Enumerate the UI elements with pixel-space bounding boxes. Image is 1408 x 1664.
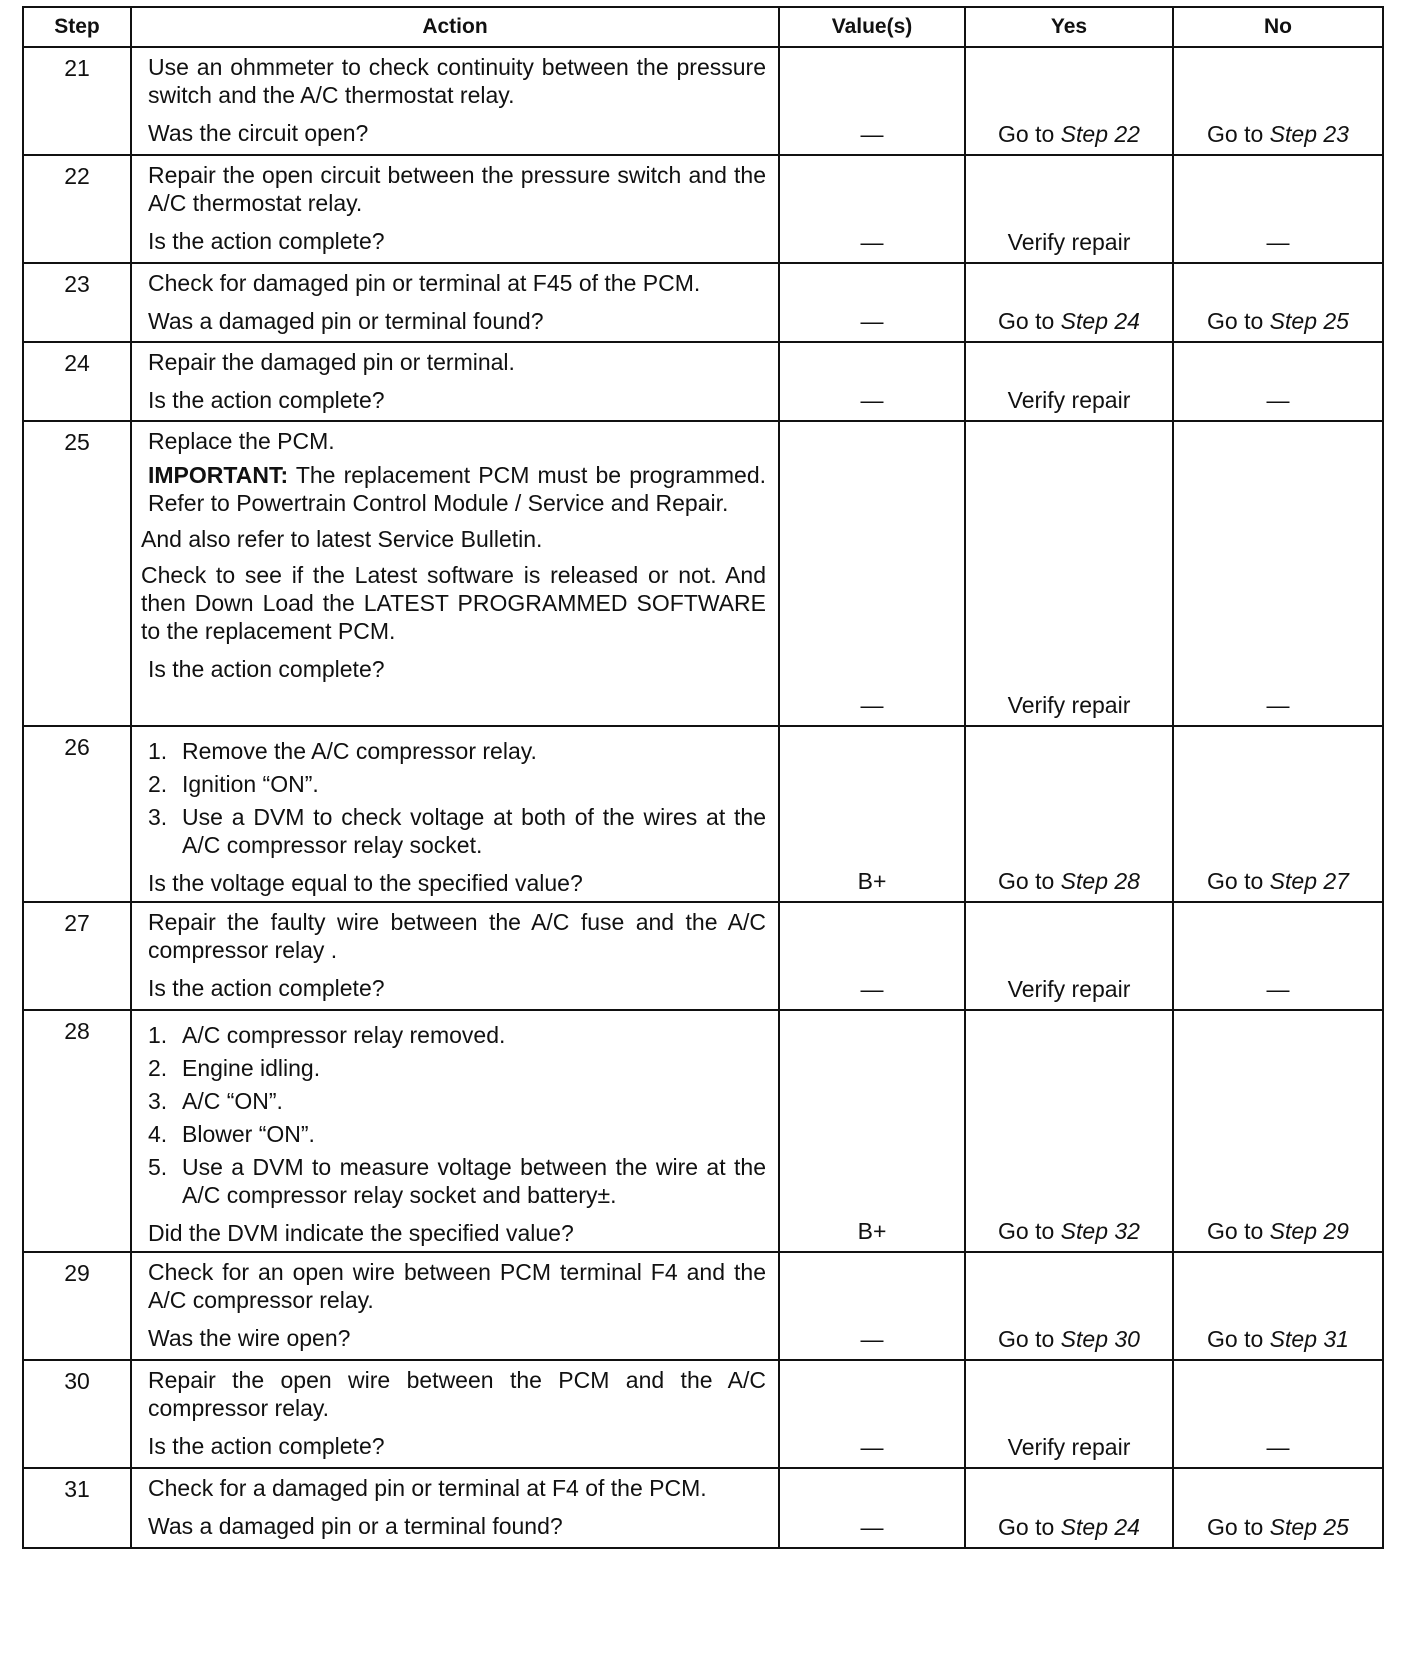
step-number: 24 [23, 342, 131, 421]
diagnostic-table [22, 6, 1384, 1549]
no-cell: — [1173, 342, 1383, 421]
action-question: Is the action complete? [148, 975, 385, 1001]
value-cell: — [779, 47, 965, 155]
yes-step-ref: Step 28 [1060, 868, 1140, 894]
list-item [148, 803, 766, 859]
table-row [23, 155, 1383, 263]
no-prefix: Go to [1207, 1218, 1270, 1244]
action-text: Check for damaged pin or terminal at F45 of the PCM. [148, 270, 701, 296]
important-label: IMPORTANT: [148, 462, 289, 488]
list-item [148, 1087, 766, 1115]
software-note: Check to see if the Latest software is released or not. And then Down Load the LATEST PROGRAMMED SOFTWARE to the replacement PCM. [141, 562, 766, 644]
action-text: Use an ohmmeter to check continuity between the pressure switch and the A/C thermostat relay. [148, 54, 766, 108]
action-cell [131, 47, 779, 155]
item-number: 3. [148, 804, 168, 830]
list-item [148, 1153, 766, 1209]
action-question: Was a damaged pin or terminal found? [148, 308, 544, 334]
action-cell [131, 1360, 779, 1468]
step-number: 28 [23, 1010, 131, 1252]
header-no: No [1173, 7, 1383, 47]
list-item [148, 770, 766, 798]
step-number: 23 [23, 263, 131, 342]
value-cell: — [779, 1252, 965, 1360]
step-number: 30 [23, 1360, 131, 1468]
value-cell: — [779, 342, 965, 421]
action-cell [131, 1010, 779, 1252]
step-number: 25 [23, 421, 131, 726]
no-prefix: Go to [1207, 121, 1270, 147]
header-action: Action [131, 7, 779, 47]
value-cell: B+ [779, 726, 965, 902]
item-text: Use a DVM to check voltage at both of the wires at the A/C compressor relay socket. [182, 804, 766, 858]
table-row [23, 726, 1383, 902]
step-number: 29 [23, 1252, 131, 1360]
yes-step-ref: Step 30 [1060, 1326, 1140, 1352]
yes-prefix: Go to [998, 1514, 1061, 1540]
yes-cell: Verify repair [965, 421, 1173, 726]
action-cell [131, 263, 779, 342]
important-text: The replacement PCM must be programmed. Refer to Powertrain Control Module / Service and Repair. [148, 462, 766, 516]
list-item [148, 1021, 766, 1049]
action-cell [131, 726, 779, 902]
value-cell: B+ [779, 1010, 965, 1252]
yes-step-ref: Step 22 [1060, 121, 1140, 147]
yes-prefix: Go to [998, 308, 1061, 334]
action-cell [131, 1252, 779, 1360]
table-row [23, 1010, 1383, 1252]
item-number: 2. [148, 771, 168, 797]
value-cell: — [779, 1468, 965, 1548]
action-cell [131, 1468, 779, 1548]
step-number: 21 [23, 47, 131, 155]
no-cell: — [1173, 155, 1383, 263]
item-number: 1. [148, 1022, 168, 1048]
action-steps-list [148, 1021, 766, 1209]
action-text: Check for an open wire between PCM terminal F4 and the A/C compressor relay. [148, 1259, 766, 1313]
header-yes: Yes [965, 7, 1173, 47]
table-row [23, 902, 1383, 1010]
no-cell: — [1173, 1360, 1383, 1468]
item-number: 2. [148, 1055, 168, 1081]
no-step-ref: Step 31 [1269, 1326, 1349, 1352]
item-text: Engine idling. [182, 1055, 321, 1081]
yes-cell: Verify repair [965, 902, 1173, 1010]
table-row [23, 263, 1383, 342]
table-row [23, 421, 1383, 726]
yes-prefix: Go to [998, 868, 1061, 894]
action-text: Repair the damaged pin or terminal. [148, 349, 515, 375]
no-cell [1173, 726, 1383, 902]
item-text: Remove the A/C compressor relay. [182, 738, 537, 764]
no-step-ref: Step 25 [1269, 308, 1349, 334]
no-cell [1173, 1010, 1383, 1252]
yes-prefix: Go to [998, 1218, 1061, 1244]
header-values: Value(s) [779, 7, 965, 47]
yes-cell [965, 1252, 1173, 1360]
yes-cell [965, 263, 1173, 342]
action-question: Is the voltage equal to the specified value? [148, 870, 583, 896]
action-cell [131, 421, 779, 726]
yes-cell [965, 1010, 1173, 1252]
table-row [23, 47, 1383, 155]
yes-prefix: Go to [998, 121, 1061, 147]
header-step: Step [23, 7, 131, 47]
action-text: Repair the faulty wire between the A/C fuse and the A/C compressor relay . [148, 909, 766, 963]
header-row [23, 7, 1383, 47]
yes-cell [965, 1468, 1173, 1548]
item-number: 3. [148, 1088, 168, 1114]
no-step-ref: Step 29 [1269, 1218, 1349, 1244]
action-text: Check for a damaged pin or terminal at F4 of the PCM. [148, 1475, 707, 1501]
no-cell [1173, 263, 1383, 342]
action-cell [131, 342, 779, 421]
action-question: Is the action complete? [148, 1433, 385, 1459]
no-step-ref: Step 27 [1269, 868, 1349, 894]
item-number: 5. [148, 1154, 168, 1180]
step-number: 26 [23, 726, 131, 902]
no-prefix: Go to [1207, 308, 1270, 334]
action-text: Repair the open wire between the PCM and the A/C compressor relay. [148, 1367, 766, 1421]
table-row [23, 1468, 1383, 1548]
yes-step-ref: Step 24 [1060, 1514, 1140, 1540]
no-step-ref: Step 23 [1269, 121, 1349, 147]
action-question: Is the action complete? [148, 228, 385, 254]
table-row [23, 1360, 1383, 1468]
item-text: Blower “ON”. [182, 1121, 315, 1147]
item-text: A/C compressor relay removed. [182, 1022, 506, 1048]
action-question: Was a damaged pin or a terminal found? [148, 1513, 563, 1539]
yes-cell [965, 47, 1173, 155]
action-question: Did the DVM indicate the specified value? [148, 1220, 574, 1246]
yes-cell: Verify repair [965, 155, 1173, 263]
no-prefix: Go to [1207, 868, 1270, 894]
bulletin-note: And also refer to latest Service Bulletin. [141, 526, 543, 552]
table-row [23, 342, 1383, 421]
action-question: Was the wire open? [148, 1325, 351, 1351]
no-step-ref: Step 25 [1269, 1514, 1349, 1540]
diagnostic-table-page [22, 6, 1382, 1549]
item-text: Use a DVM to measure voltage between the wire at the A/C compressor relay socket and battery±. [182, 1154, 766, 1208]
action-text: Replace the PCM. [148, 428, 335, 454]
item-text: A/C “ON”. [182, 1088, 283, 1114]
action-cell [131, 902, 779, 1010]
step-number: 22 [23, 155, 131, 263]
step-number: 31 [23, 1468, 131, 1548]
list-item [148, 737, 766, 765]
yes-step-ref: Step 32 [1060, 1218, 1140, 1244]
action-question: Was the circuit open? [148, 120, 369, 146]
list-item [148, 1054, 766, 1082]
value-cell: — [779, 1360, 965, 1468]
yes-cell: Verify repair [965, 342, 1173, 421]
no-cell [1173, 1252, 1383, 1360]
action-question: Is the action complete? [148, 656, 385, 682]
important-note [148, 461, 766, 517]
value-cell: — [779, 263, 965, 342]
action-cell [131, 155, 779, 263]
value-cell: — [779, 421, 965, 726]
yes-step-ref: Step 24 [1060, 308, 1140, 334]
item-number: 4. [148, 1121, 168, 1147]
yes-prefix: Go to [998, 1326, 1061, 1352]
action-question: Is the action complete? [148, 387, 385, 413]
yes-cell: Verify repair [965, 1360, 1173, 1468]
value-cell: — [779, 155, 965, 263]
no-prefix: Go to [1207, 1326, 1270, 1352]
action-steps-list [148, 737, 766, 859]
step-number: 27 [23, 902, 131, 1010]
no-cell [1173, 47, 1383, 155]
no-cell [1173, 1468, 1383, 1548]
no-prefix: Go to [1207, 1514, 1270, 1540]
no-cell: — [1173, 902, 1383, 1010]
list-item [148, 1120, 766, 1148]
item-number: 1. [148, 738, 168, 764]
action-text: Repair the open circuit between the pressure switch and the A/C thermostat relay. [148, 162, 766, 216]
table-row [23, 1252, 1383, 1360]
item-text: Ignition “ON”. [182, 771, 319, 797]
yes-cell [965, 726, 1173, 902]
no-cell: — [1173, 421, 1383, 726]
value-cell: — [779, 902, 965, 1010]
